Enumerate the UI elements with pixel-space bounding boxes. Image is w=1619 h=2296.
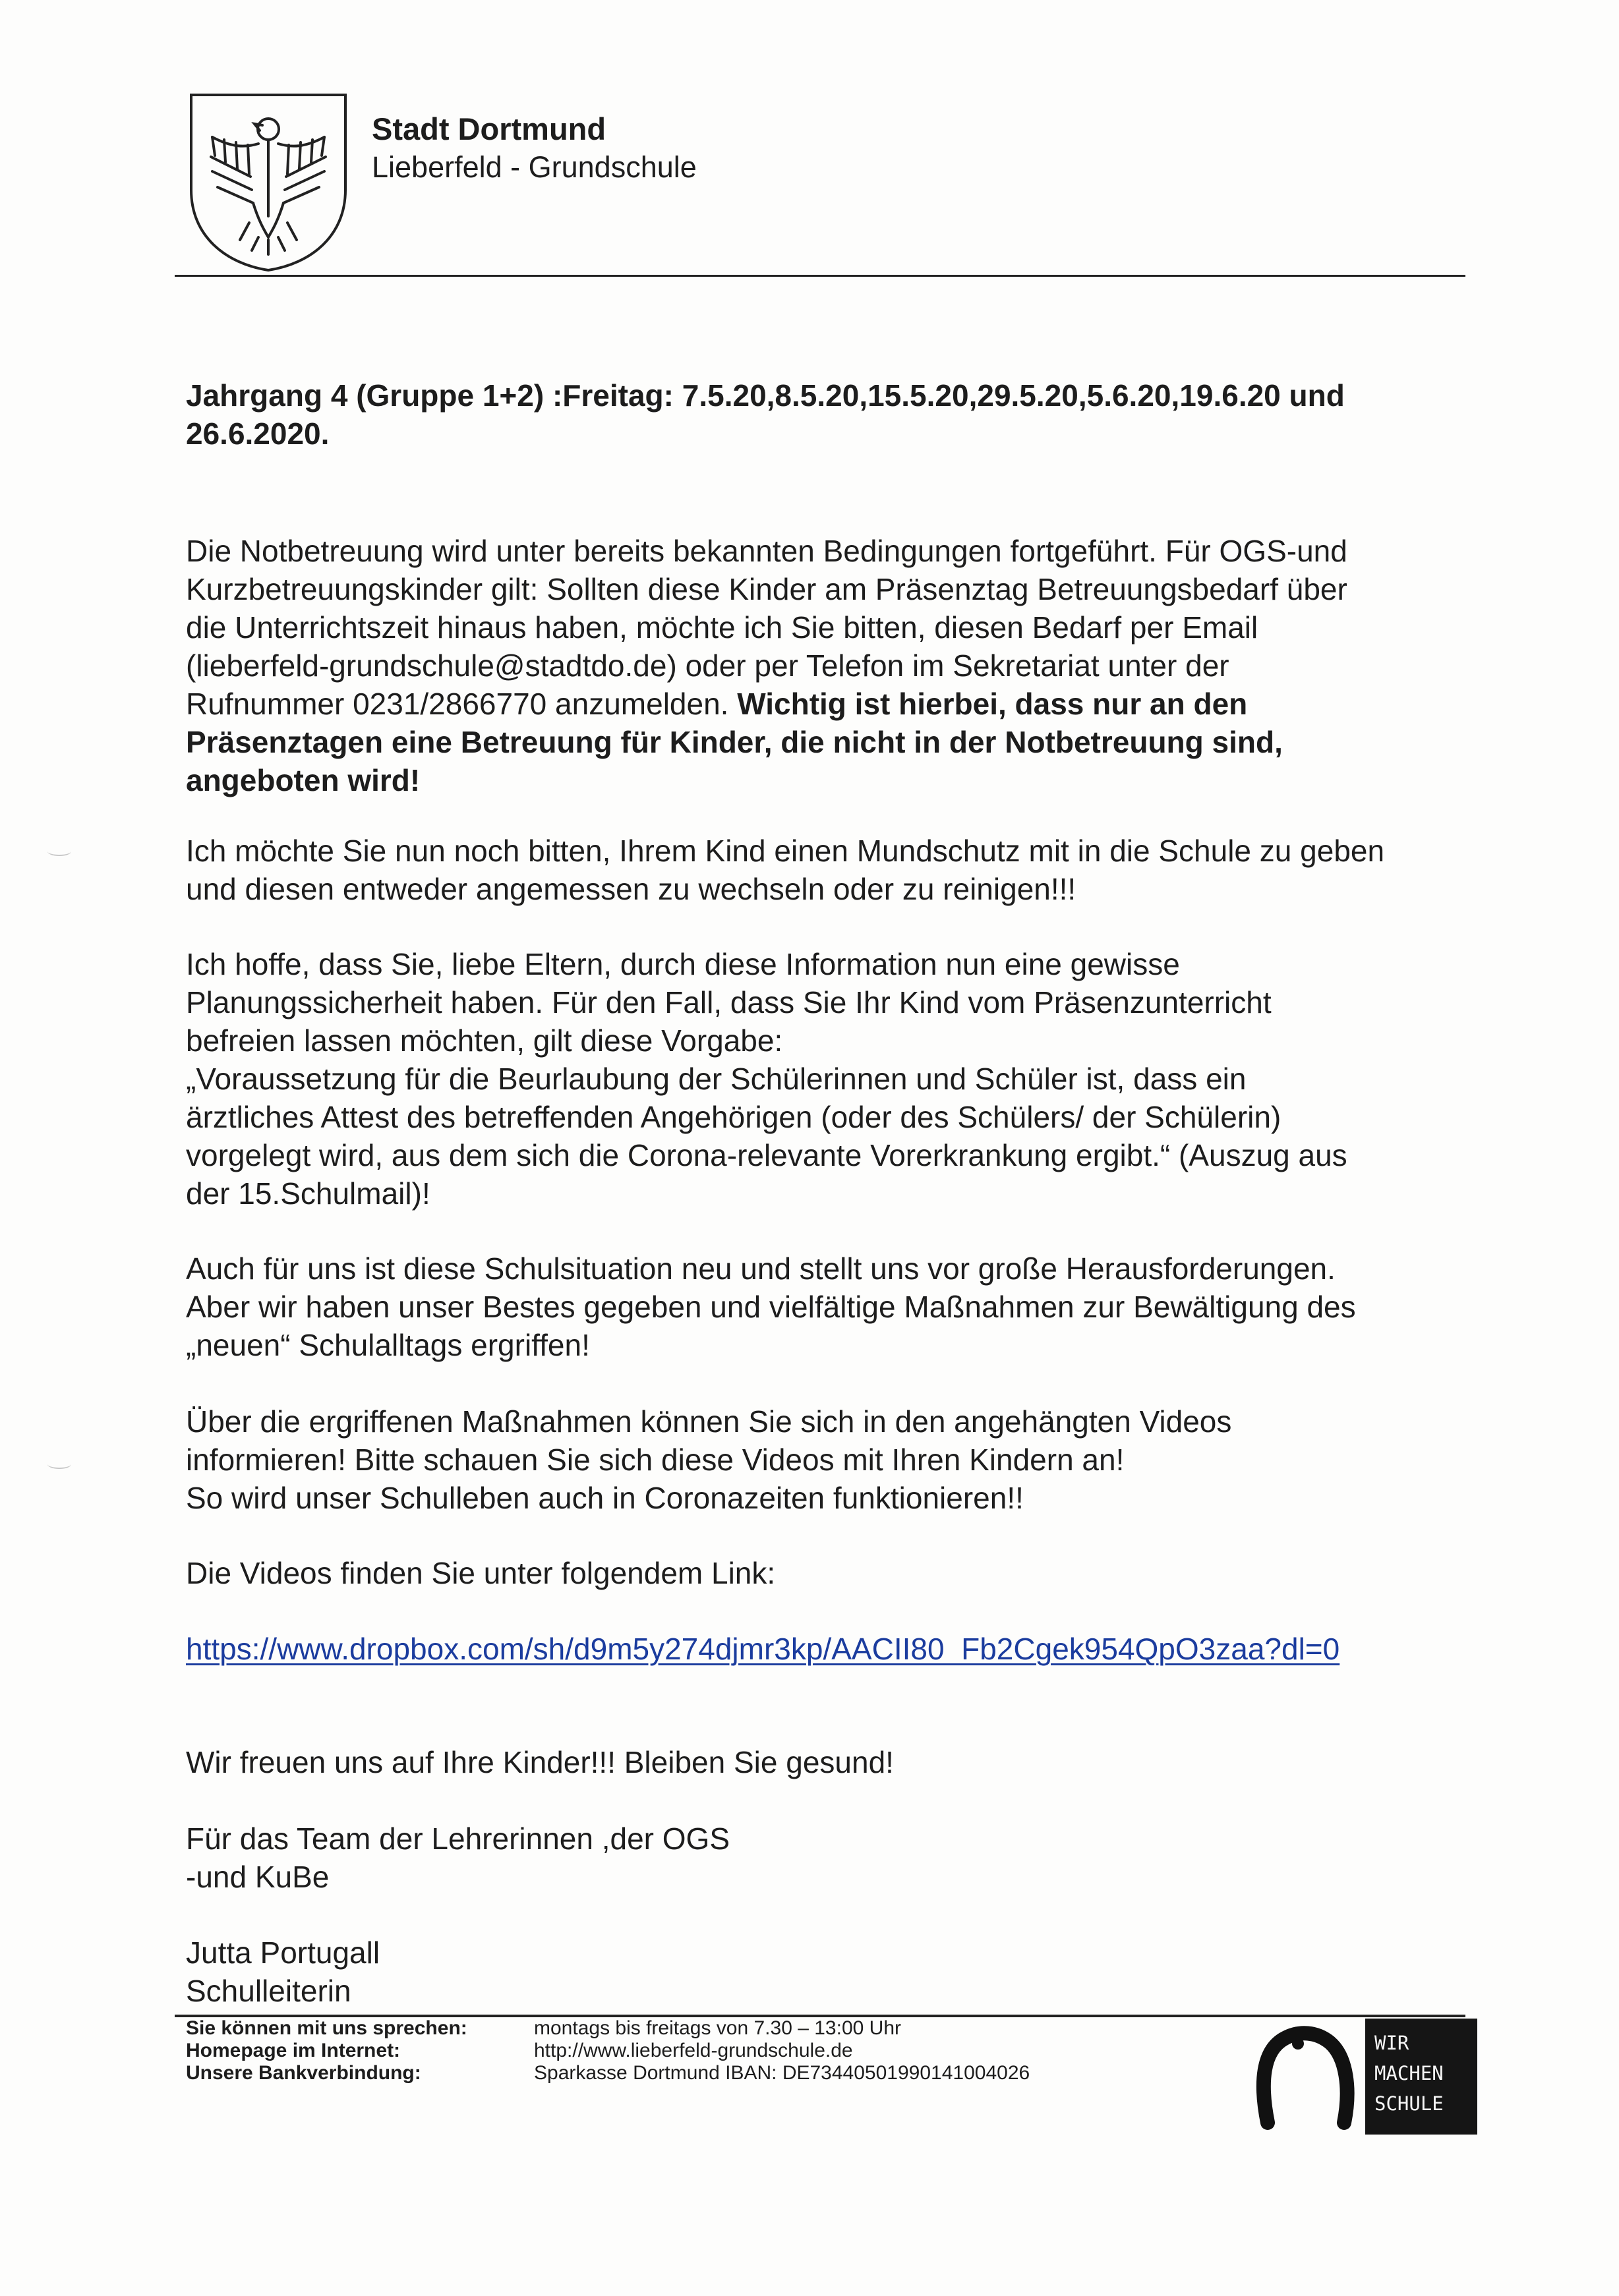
text-line-bold: angeboten wird! (186, 763, 421, 797)
footer-contact-value: montags bis freitags von 7.30 – 13:00 Uhr (534, 2017, 901, 2039)
logo-text (1374, 2028, 1444, 2119)
paragraph-videos (186, 1402, 1481, 1517)
paragraph-team (186, 1820, 1481, 1896)
text-line: (lieberfeld-grundschule@stadtdo.de) oder per Telefon im Sekretariat unter der (186, 648, 1229, 683)
text-line-mixed (186, 685, 1481, 723)
text-line: informieren! Bitte schauen Sie sich diese Videos mit Ihren Kindern an! (186, 1443, 1125, 1477)
letter-heading (186, 376, 1481, 453)
school-name: Lieberfeld - Grundschule (372, 150, 697, 184)
paragraph-planungssicherheit (186, 945, 1481, 1213)
text-line: und diesen entweder angemessen zu wechseln oder zu reinigen!!! (186, 872, 1076, 906)
text-line: Aber wir haben unser Bestes gegeben und vielfältige Maßnahmen zur Bewältigung des (186, 1290, 1356, 1324)
text-line: befreien lassen möchten, gilt diese Vorgabe: (186, 1023, 783, 1058)
text-line: So wird unser Schulleben auch in Coronazeiten funktionieren!! (186, 1481, 1024, 1515)
signature-name: Jutta Portugall (186, 1936, 380, 1970)
heading-line: 26.6.2020. (186, 416, 330, 451)
text-line-bold: Präsenztagen eine Betreuung für Kinder, die nicht in der Notbetreuung sind, (186, 725, 1283, 759)
paragraph-link-intro (186, 1554, 1481, 1592)
paragraph-mundschutz (186, 832, 1481, 908)
footer-homepage-label: Homepage im Internet: (186, 2040, 401, 2061)
signature (186, 1934, 1481, 2010)
text-line: Auch für uns ist diese Schulsituation neu und stellt uns vor große Herausforderungen. (186, 1251, 1336, 1286)
logo-line: WIR (1374, 2032, 1409, 2054)
horseshoe-logo-icon (1253, 2024, 1359, 2131)
logo-line: SCHULE (1374, 2092, 1444, 2115)
text-line: der 15.Schulmail)! (186, 1176, 430, 1211)
text-line: „neuen“ Schulalltags ergriffen! (186, 1328, 590, 1362)
header-divider (175, 275, 1465, 277)
text-line: Ich möchte Sie nun noch bitten, Ihrem Kind einen Mundschutz mit in die Schule zu geben (186, 834, 1385, 868)
logo-line: MACHEN (1374, 2062, 1444, 2084)
signature-role: Schulleiterin (186, 1974, 351, 2008)
text-line: „Voraussetzung für die Beurlaubung der Schülerinnen und Schüler ist, dass ein (186, 1062, 1247, 1096)
text-line: Ich hoffe, dass Sie, liebe Eltern, durch diese Information nun eine gewisse (186, 947, 1180, 981)
text-line: Kurzbetreuungskinder gilt: Sollten diese Kinder am Präsenztag Betreuungsbedarf über (186, 572, 1347, 606)
text-line: Wir freuen uns auf Ihre Kinder!!! Bleiben Sie gesund! (186, 1745, 894, 1779)
dortmund-crest-icon (186, 91, 351, 272)
footer-bank-label: Unsere Bankverbindung: (186, 2062, 421, 2084)
scan-mark (47, 1460, 71, 1469)
heading-line: Jahrgang 4 (Gruppe 1+2) :Freitag: 7.5.20,8.5.20,15.5.20,29.5.20,5.6.20,19.6.20 und (186, 378, 1345, 413)
text-line: Über die ergriffenen Maßnahmen können Sie sich in den angehängten Videos (186, 1404, 1232, 1439)
text-line: ärztliches Attest des betreffenden Angehörigen (oder des Schülers/ der Schülerin) (186, 1100, 1281, 1134)
text-plain: Rufnummer 0231/2866770 anzumelden. (186, 687, 738, 721)
video-link[interactable]: https://www.dropbox.com/sh/d9m5y274djmr3kp/AACII80_Fb2Cgek954QpO3zaa?dl=0 (186, 1632, 1340, 1666)
paragraph-schulsituation (186, 1249, 1481, 1364)
text-line: die Unterrichtszeit hinaus haben, möchte ich Sie bitten, diesen Bedarf per Email (186, 610, 1258, 645)
text-line: vorgelegt wird, aus dem sich die Corona-relevante Vorerkrankung ergibt.“ (Auszug aus (186, 1138, 1347, 1172)
text-line: -und KuBe (186, 1860, 330, 1894)
text-line: Planungssicherheit haben. Für den Fall, dass Sie Ihr Kind vom Präsenzunterricht (186, 985, 1272, 1019)
wir-machen-schule-logo (1248, 2019, 1477, 2135)
scan-mark (47, 847, 71, 856)
footer-contact-label: Sie können mit uns sprechen: (186, 2017, 467, 2039)
text-bold: Wichtig ist hierbei, dass nur an den (737, 687, 1248, 721)
org-name: Stadt Dortmund (372, 111, 606, 146)
text-line: Für das Team der Lehrerinnen ,der OGS (186, 1822, 730, 1856)
text-line: Die Notbetreuung wird unter bereits bekannten Bedingungen fortgeführt. Für OGS-und (186, 534, 1347, 568)
paragraph-notbetreuung (186, 532, 1481, 799)
footer-bank-value: Sparkasse Dortmund IBAN: DE73440501990141004026 (534, 2062, 1030, 2084)
text-line: Die Videos finden Sie unter folgendem Link: (186, 1556, 776, 1590)
paragraph-closing (186, 1743, 1481, 1781)
footer-homepage-value: http://www.lieberfeld-grundschule.de (534, 2040, 853, 2061)
